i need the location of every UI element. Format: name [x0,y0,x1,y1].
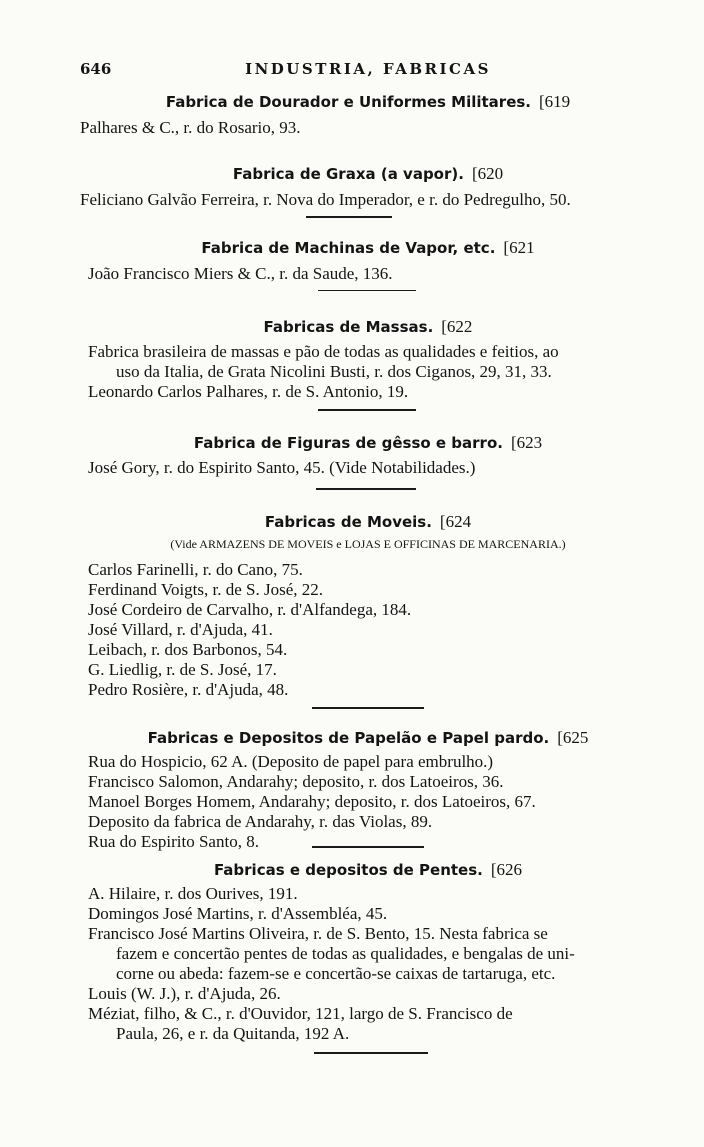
section-title: Fabricas de Moveis. [264,513,432,531]
entry-text: Domingos José Martins, r. d'Assembléa, 45. [88,904,388,923]
entry-text: José Villard, r. d'Ajuda, 41. [88,620,273,639]
entry-text: Carlos Farinelli, r. do Cano, 75. [88,560,303,579]
section-title: Fabrica de Graxa (a vapor). [232,165,464,183]
directory-entry [88,884,298,904]
directory-entry [88,620,273,640]
entry-text: Rua do Hospicio, 62 A. (Deposito de papel para embrulho.) [88,752,494,771]
entry-text: Palhares & C., r. do Rosario, 93. [80,118,301,137]
directory-entry [88,264,393,284]
section-divider [306,216,392,218]
section-title: Fabrica de Figuras de gêsso e barro. [193,434,503,452]
directory-entry [88,904,387,924]
section-heading [80,512,656,532]
running-title: INDUSTRIA, FABRICAS [245,60,491,78]
entry-text: Fabrica brasileira de massas e pão de todas as qualidades e feitios, ao [88,342,559,361]
section-number: [619 [539,92,571,111]
directory-entry [88,640,287,660]
section-title: Fabricas e Depositos de Papelão e Papel pardo. [147,729,550,747]
entry-text: Deposito da fabrica de Andarahy, r. das Violas, 89. [88,812,433,831]
entry-text: Leonardo Carlos Palhares, r. de S. Antonio, 19. [88,382,409,401]
entry-text: Leibach, r. dos Barbonos, 54. [88,640,288,659]
section-number: [620 [471,164,504,183]
entry-text: Feliciano Galvão Ferreira, r. Nova do Imperador, e r. do Pedregulho, 50. [80,190,571,209]
entry-text: Francisco José Martins Oliveira, r. de S. Bento, 15. Nesta fabrica se [88,924,548,943]
section-number: [621 [503,238,535,257]
section-number: [622 [441,317,473,336]
section-divider [316,488,416,490]
directory-entry [80,118,301,138]
section-heading [80,92,656,112]
directory-entry [88,924,575,984]
directory-entry [88,680,288,700]
entry-text: Manoel Borges Homem, Andarahy; deposito, r. dos Latoeiros, 67. [88,792,536,811]
directory-entry [88,660,277,680]
directory-entry [88,382,408,402]
directory-entry [88,984,281,1004]
directory-entry [88,812,432,832]
entry-text: Francisco Salomon, Andarahy; deposito, r. dos Latoeiros, 36. [88,772,504,791]
section-heading [80,860,656,880]
directory-entry [88,792,536,812]
directory-entry [88,458,475,478]
section-number: [624 [439,512,472,531]
section-note: (Vide ARMAZENS DE MOVEIS e LOJAS E OFFICINAS DE MARCENARIA.) [170,537,566,551]
entry-text: Rua do Espirito Santo, 8. [88,832,259,851]
section-divider [312,707,424,709]
section-number: [625 [557,728,589,747]
directory-entry [88,560,303,580]
entry-text: Ferdinand Voigts, r. de S. José, 22. [88,580,324,599]
section-title: Fabricas de Massas. [263,318,434,336]
directory-entry [88,580,323,600]
entry-text: A. Hilaire, r. dos Ourives, 191. [88,884,298,903]
entry-text: João Francisco Miers & C., r. da Saude, 136. [88,264,393,283]
directory-entry [88,752,493,772]
page-number: 646 [80,60,112,78]
directory-entry [80,190,571,210]
section-number: [623 [510,433,543,452]
section-title: Fabrica de Dourador e Uniformes Militares. [165,93,531,111]
entry-text: José Gory, r. do Espirito Santo, 45. (Vide Notabilidades.) [88,458,476,477]
section-number: [626 [490,860,523,879]
page-header [80,60,656,84]
section-title: Fabricas e depositos de Pentes. [213,861,483,879]
directory-entry [88,772,504,792]
section-divider [318,409,416,411]
entry-continuation: Paula, 26, e r. da Quitanda, 192 A. [116,1024,350,1043]
entry-text: José Cordeiro de Carvalho, r. d'Alfandega, 184. [88,600,412,619]
section-heading [80,433,656,453]
section-divider [312,846,424,848]
section-heading [80,164,656,184]
entry-text: G. Liedlig, r. de S. José, 17. [88,660,277,679]
directory-entry [88,600,411,620]
entry-text: Méziat, filho, & C., r. d'Ouvidor, 121, largo de S. Francisco de [88,1004,513,1023]
entry-continuation: uso da Italia, de Grata Nicolini Busti, r. dos Ciganos, 29, 31, 33. [116,362,552,381]
section-heading [80,317,656,337]
entry-continuation: fazem e concertão pentes de todas as qualidades, e bengalas de uni- [116,944,575,963]
directory-entry [88,1004,513,1044]
directory-entry [88,342,559,382]
section-heading [80,728,656,748]
section-divider [314,1052,428,1054]
entry-text: Pedro Rosière, r. d'Ajuda, 48. [88,680,289,699]
section-title: Fabrica de Machinas de Vapor, etc. [201,239,496,257]
section-divider [318,290,416,291]
entry-text: Louis (W. J.), r. d'Ajuda, 26. [88,984,281,1003]
section-heading [80,238,656,258]
directory-entry [88,832,259,852]
entry-continuation: corne ou abeda: fazem-se e concertão-se caixas de tartaruga, etc. [116,964,556,983]
